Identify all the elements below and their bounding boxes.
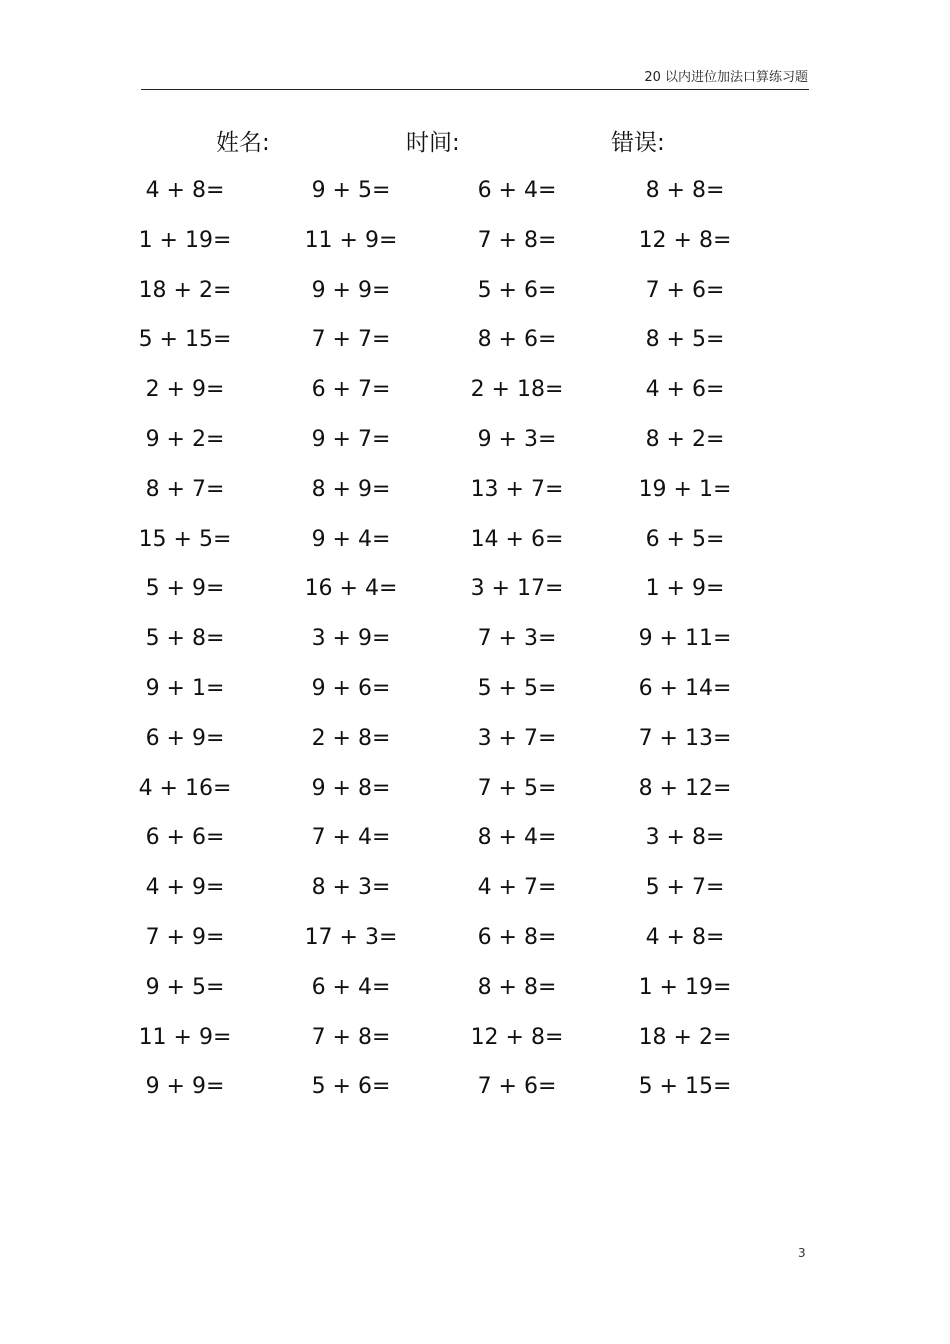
- problem-item: 6 + 6=: [145, 825, 225, 851]
- problem-item: 11 + 9=: [304, 227, 398, 253]
- name-label: 姓名:: [216, 130, 270, 156]
- problem-item: 7 + 9=: [145, 924, 225, 950]
- problem-item: 5 + 6=: [311, 1074, 391, 1100]
- problem-item: 5 + 6=: [477, 277, 557, 303]
- problem-item: 9 + 5=: [311, 178, 391, 203]
- time-label: 时间:: [406, 130, 460, 156]
- header-title: 20 以内进位加法口算练习题: [644, 70, 808, 85]
- problem-row: [0, 818, 950, 868]
- problem-item: 12 + 8=: [638, 227, 732, 253]
- problem-item: 4 + 7=: [477, 875, 557, 901]
- problem-item: 9 + 11=: [638, 626, 732, 652]
- problem-item: 18 + 2=: [638, 1024, 732, 1050]
- problem-row: [0, 669, 950, 719]
- problem-item: 8 + 8=: [645, 178, 725, 203]
- problem-item: 7 + 6=: [645, 277, 725, 303]
- problem-item: 9 + 7=: [311, 426, 391, 452]
- problem-item: 1 + 19=: [638, 974, 732, 1000]
- problem-item: 13 + 7=: [470, 476, 564, 502]
- problem-item: 4 + 16=: [138, 775, 232, 801]
- problem-item: 15 + 5=: [138, 526, 232, 552]
- problem-item: 4 + 8=: [145, 178, 225, 203]
- problem-item: 3 + 17=: [470, 576, 564, 602]
- problem-item: 4 + 8=: [645, 924, 725, 950]
- problem-item: 9 + 5=: [145, 974, 225, 1000]
- problem-row: [0, 420, 950, 470]
- problem-row: [0, 470, 950, 520]
- problem-item: 7 + 4=: [311, 825, 391, 851]
- problem-item: 8 + 4=: [477, 825, 557, 851]
- problem-item: 6 + 4=: [477, 178, 557, 203]
- problem-row: [0, 221, 950, 271]
- problem-item: 7 + 5=: [477, 775, 557, 801]
- info-labels: [0, 124, 950, 164]
- problem-item: 2 + 8=: [311, 725, 391, 751]
- problem-row: [0, 320, 950, 370]
- problem-item: 2 + 18=: [470, 377, 564, 403]
- problem-item: 5 + 9=: [145, 576, 225, 602]
- problem-item: 8 + 2=: [645, 426, 725, 452]
- problem-item: 9 + 3=: [477, 426, 557, 452]
- problem-item: 9 + 9=: [311, 277, 391, 303]
- problem-row: [0, 1067, 950, 1117]
- problem-row: [0, 719, 950, 769]
- problem-item: 8 + 5=: [645, 327, 725, 353]
- problem-item: 6 + 9=: [145, 725, 225, 751]
- problem-item: 16 + 4=: [304, 576, 398, 602]
- page-number: 3: [798, 1246, 806, 1260]
- problem-item: 7 + 8=: [477, 227, 557, 253]
- problem-item: 14 + 6=: [470, 526, 564, 552]
- problem-item: 5 + 5=: [477, 675, 557, 701]
- problem-item: 9 + 2=: [145, 426, 225, 452]
- problem-item: 17 + 3=: [304, 924, 398, 950]
- problem-item: 9 + 1=: [145, 675, 225, 701]
- problem-item: 3 + 9=: [311, 626, 391, 652]
- problem-item: 1 + 19=: [138, 227, 232, 253]
- problem-item: 8 + 6=: [477, 327, 557, 353]
- problem-grid: [0, 171, 950, 1117]
- problem-item: 9 + 9=: [145, 1074, 225, 1100]
- problem-item: 5 + 15=: [638, 1074, 732, 1100]
- problem-item: 9 + 4=: [311, 526, 391, 552]
- problem-item: 19 + 1=: [638, 476, 732, 502]
- problem-item: 12 + 8=: [470, 1024, 564, 1050]
- problem-item: 6 + 5=: [645, 526, 725, 552]
- problem-item: 7 + 6=: [477, 1074, 557, 1100]
- problem-item: 4 + 9=: [145, 875, 225, 901]
- problem-item: 18 + 2=: [138, 277, 232, 303]
- problem-item: 9 + 8=: [311, 775, 391, 801]
- problem-row: [0, 868, 950, 918]
- problem-item: 5 + 7=: [645, 875, 725, 901]
- problem-item: 9 + 6=: [311, 675, 391, 701]
- problem-item: 3 + 8=: [645, 825, 725, 851]
- problem-item: 6 + 8=: [477, 924, 557, 950]
- problem-item: 8 + 3=: [311, 875, 391, 901]
- problem-item: 8 + 12=: [638, 775, 732, 801]
- problem-row: [0, 1018, 950, 1068]
- problem-item: 1 + 9=: [645, 576, 725, 602]
- problem-row: [0, 370, 950, 420]
- problem-item: 7 + 13=: [638, 725, 732, 751]
- problem-item: 3 + 7=: [477, 725, 557, 751]
- problem-row: [0, 918, 950, 968]
- problem-item: 4 + 6=: [645, 377, 725, 403]
- problem-item: 6 + 7=: [311, 377, 391, 403]
- problem-item: 7 + 7=: [311, 327, 391, 353]
- problem-item: 7 + 8=: [311, 1024, 391, 1050]
- problem-row: [0, 171, 950, 221]
- problem-row: [0, 619, 950, 669]
- problem-item: 6 + 4=: [311, 974, 391, 1000]
- problem-row: [0, 968, 950, 1018]
- problem-row: [0, 769, 950, 819]
- problem-item: 5 + 8=: [145, 626, 225, 652]
- problem-row: [0, 520, 950, 570]
- problem-item: 11 + 9=: [138, 1024, 232, 1050]
- errors-label: 错误:: [611, 130, 665, 156]
- problem-row: [0, 271, 950, 321]
- problem-item: 7 + 3=: [477, 626, 557, 652]
- problem-item: 8 + 7=: [145, 476, 225, 502]
- header-rule: [141, 89, 809, 90]
- problem-item: 8 + 9=: [311, 476, 391, 502]
- problem-item: 2 + 9=: [145, 377, 225, 403]
- problem-item: 6 + 14=: [638, 675, 732, 701]
- problem-item: 8 + 8=: [477, 974, 557, 1000]
- problem-row: [0, 569, 950, 619]
- problem-item: 5 + 15=: [138, 327, 232, 353]
